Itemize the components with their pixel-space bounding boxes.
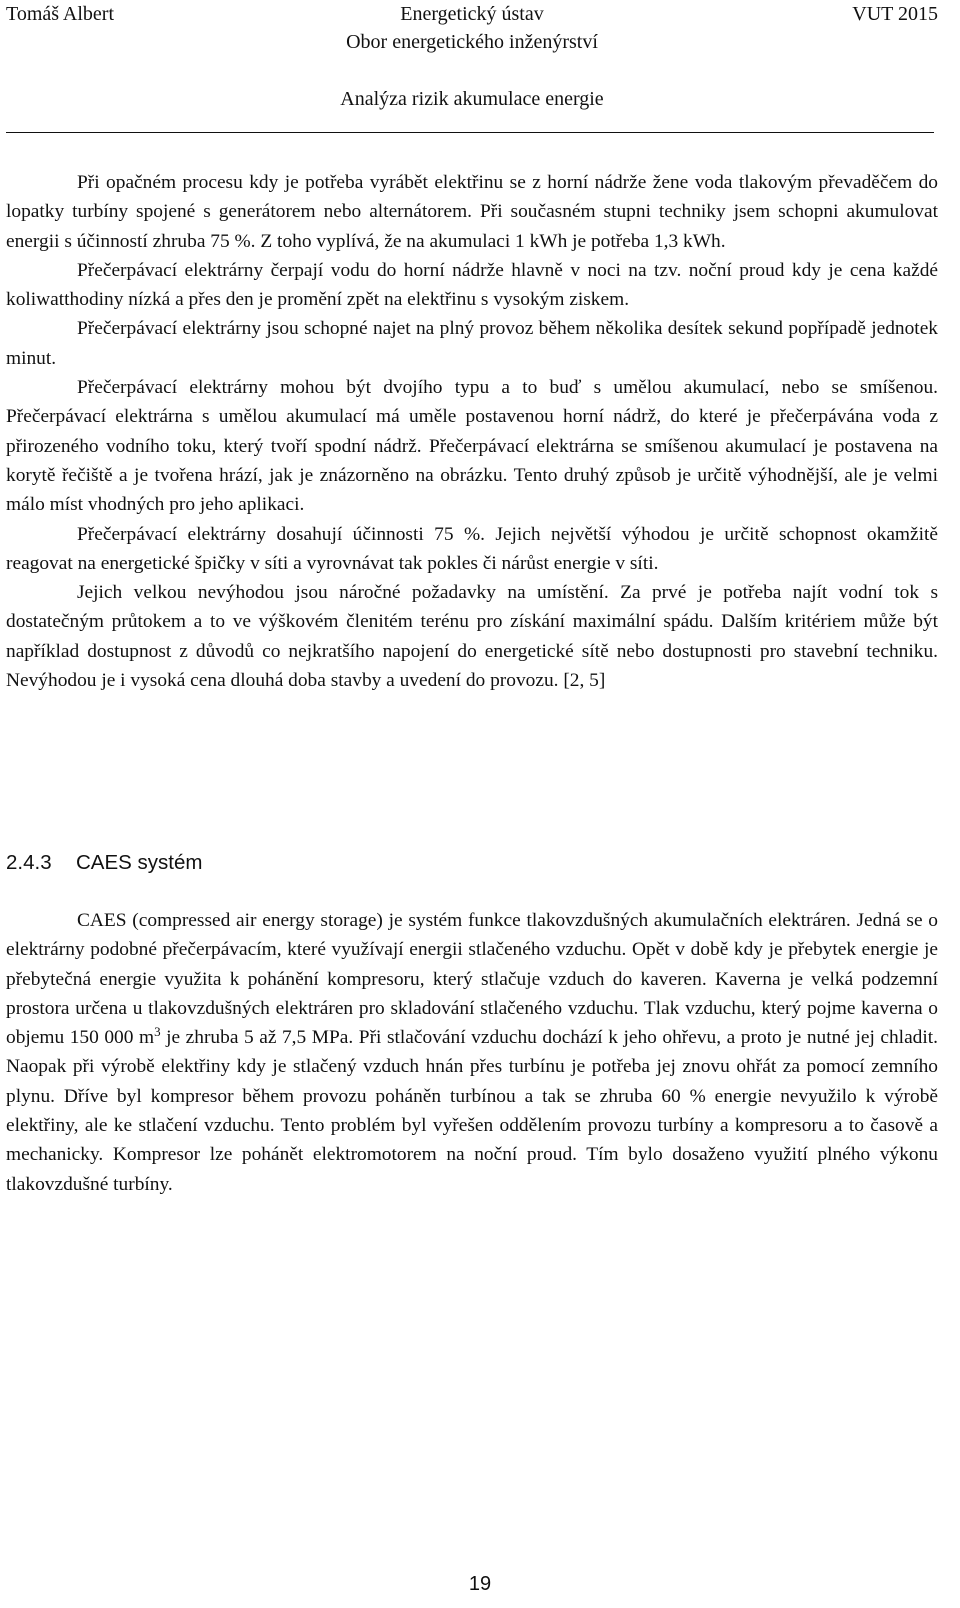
header-author: Tomáš Albert bbox=[6, 3, 115, 25]
paragraph: Při opačném procesu kdy je potřeba vyrábět elektřinu se z horní nádrže žene voda tlakovým převaděčem do lopatky turbíny spojené s generátorem nebo alternátorem. Při současném stupni techniky jsem schopni akumulovat energii s účinností zhruba 75 %. Z toho vyplívá, že na akumulaci 1 kWh je potřeba 1,3 kWh. bbox=[6, 172, 938, 252]
caes-text-part2: je zhruba 5 až 7,5 MPa. Při stlačování vzduchu dochází k jeho ohřevu, a proto je nutné jej chladit. Naopak při výrobě elektřiny kdy je stlačený vzduch hnán přes turbínu je potřeba jej znovu ohřát za pomocí zemního plynu. Dříve byl kompresor během provozu poháněn turbínou a tak se zhruba 60 % energie nevyužilo k výrobě elektřiny, ale ke stlačení vzduchu. Tento problém byl vyřešen oddělením provozu turbíny a kompresoru a to časově a mechanicky. Kompresor lze pohánět elektromotorem na noční proud. Tím bylo dosaženo využití plného výkonu tlakovzdušné turbíny. bbox=[6, 1027, 938, 1195]
body-text-section-1 bbox=[6, 168, 938, 695]
paragraph: Přečerpávací elektrárny čerpají vodu do horní nádrže hlavně v noci na tzv. noční proud kdy je cena každé koliwatthodiny nízká a přes den je promění zpět na elektřinu s vysokým ziskem. bbox=[6, 259, 938, 311]
header-institute: Energetický ústav bbox=[400, 3, 544, 25]
superscript: 3 bbox=[154, 1024, 161, 1040]
header-department: Obor energetického inženýrství bbox=[346, 31, 598, 53]
caes-text-part1: CAES (compressed air energy storage) je systém funkce tlakovzdušných akumulačních elektráren. Jedná se o elektrárny podobné přečerpávacím, které využívají energii stlačeného vzduchu. Opět v době kdy je přebytek energie je přebytečná energie využita k pohánění kompresoru, který stlačuje vzduch do kaveren. Kaverna je velká podzemní prostora určena u tlakovzdušných elektráren pro skladování stlačeného vzduchu. Tlak vzduchu, který pojme kaverna o objemu 150 000 m bbox=[6, 910, 938, 1049]
header-university-year: VUT 2015 bbox=[852, 3, 938, 25]
paragraph: Jejich velkou nevýhodou jsou náročné požadavky na umístění. Za prvé je potřeba najít vodní tok s dostatečným průtokem a to ve výškovém členitém terénu pro získání maximální spádu. Dalším kritériem může být například dostupnost z důvodů co nejkratšího napojení do energetické sítě nebo dostupnosti pro stavební techniku. Nevýhodou je i vysoká cena dlouhá doba stavby a uvedení do provozu. [2, 5] bbox=[6, 582, 938, 692]
paragraph bbox=[6, 906, 938, 1199]
paragraph: Přečerpávací elektrárny dosahují účinnosti 75 %. Jejich největší výhodou je určitě schopnost okamžitě reagovat na energetické špičky v síti a vyrovnávat tak pokles či nárůst energie v síti. bbox=[6, 523, 938, 574]
section-heading bbox=[6, 849, 202, 877]
header-thesis-title: Analýza rizik akumulace energie bbox=[340, 88, 604, 110]
section-number: 2.4.3 bbox=[6, 851, 52, 874]
header-divider bbox=[6, 132, 934, 133]
paragraph: Přečerpávací elektrárny mohou být dvojího typu a to buď s umělou akumulací, nebo se smíšenou. Přečerpávací elektrárna s umělou akumulací má uměle postavenou horní nádrž, do které je přečerpávána voda z přirozeného vodního toku, který tvoří spodní nádrž. Přečerpávací elektrárna se smíšenou akumulací je postavena na korytě řečiště a je tvořena hrází, jak je znázorněno na obrázku. Tento druhý způsob je určitě výhodnější, ale je velmi málo míst vhodných pro jeho aplikaci. bbox=[6, 377, 938, 516]
section-title-text: CAES systém bbox=[76, 851, 203, 874]
body-text-caes bbox=[6, 906, 938, 1199]
page-header-row bbox=[6, 2, 938, 26]
paragraph: Přečerpávací elektrárny jsou schopné najet na plný provoz během několika desítek sekund popřípadě jednotek minut. bbox=[6, 318, 938, 369]
page-number: 19 bbox=[468, 1573, 492, 1595]
